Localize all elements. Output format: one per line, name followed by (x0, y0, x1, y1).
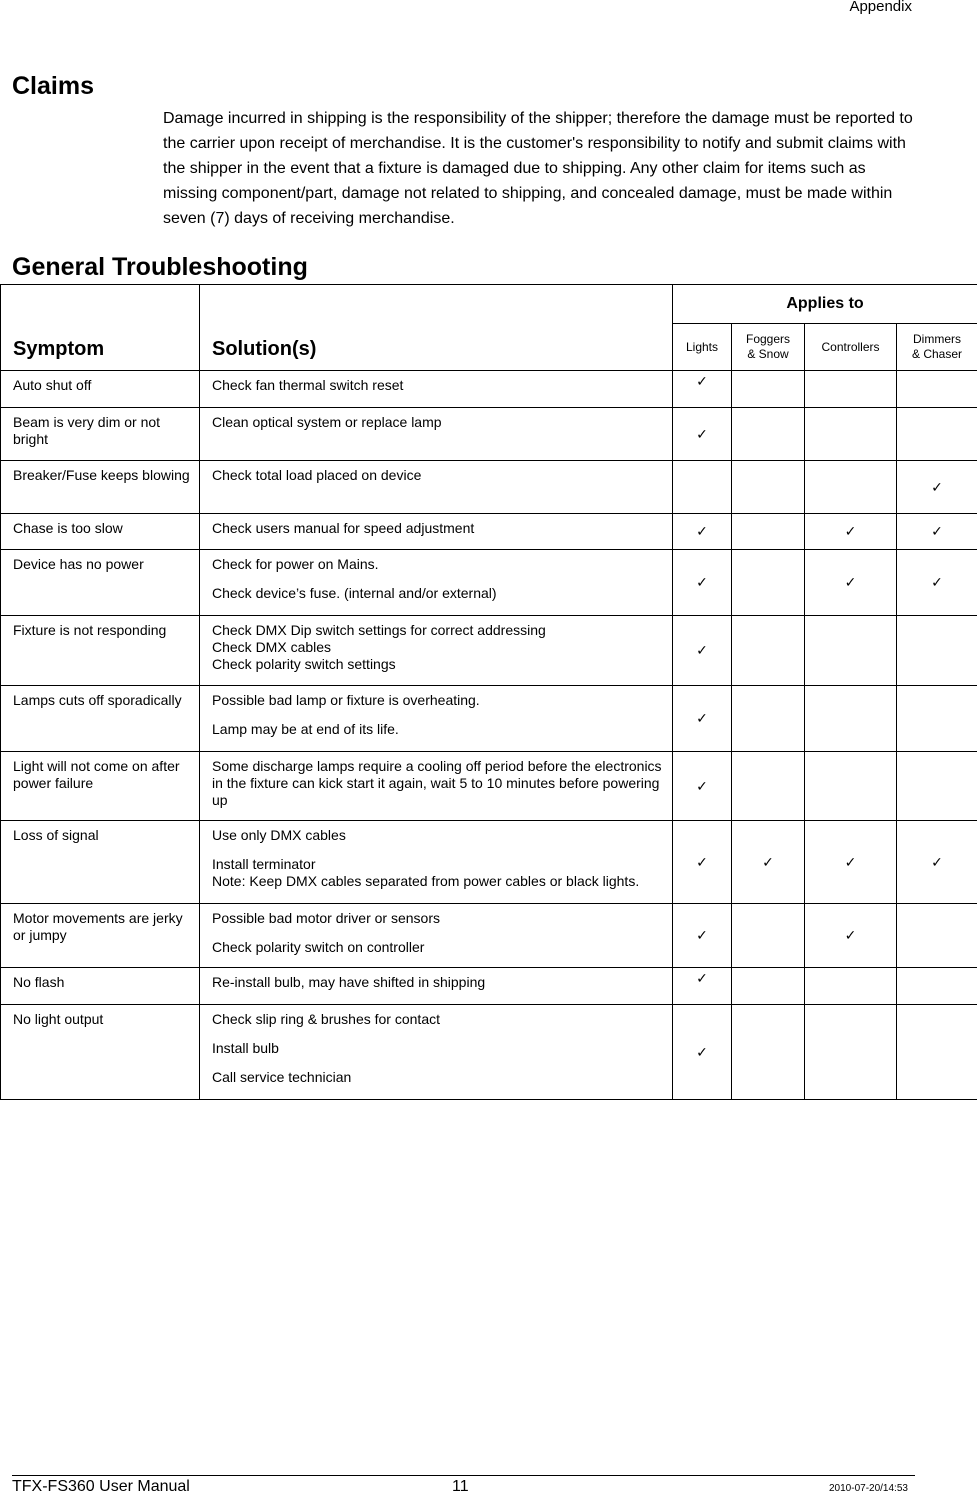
controllers-check: ✓ (805, 514, 897, 550)
table-row (1, 616, 977, 686)
solution-cell (200, 408, 673, 461)
foggers-label-line1: Foggers (732, 332, 804, 347)
dimmers-label-line1: Dimmers (897, 332, 977, 347)
dimmers-check-empty (897, 408, 977, 461)
dimmers-check: ✓ (897, 550, 977, 616)
solution-cell (200, 686, 673, 752)
table-row (1, 371, 977, 408)
dimmers-check-empty (897, 752, 977, 821)
dimmers-check-empty (897, 904, 977, 968)
solution-cell (200, 461, 673, 514)
dimmers-column-header (897, 324, 977, 371)
controllers-check-empty (805, 686, 897, 752)
dimmers-check: ✓ (897, 461, 977, 514)
lights-check: ✓ (673, 616, 732, 686)
dimmers-check-empty (897, 968, 977, 1005)
solution-cell (200, 752, 673, 821)
solution-cell (200, 968, 673, 1005)
foggers-check-empty (732, 514, 805, 550)
table-row (1, 904, 977, 968)
table-row (1, 968, 977, 1005)
table-row (1, 514, 977, 550)
symptom-cell: Chase is too slow (1, 514, 200, 550)
solution-line: Re-install bulb, may have shifted in shipping (212, 974, 664, 991)
foggers-check-empty (732, 968, 805, 1005)
footer-manual-title: TFX-FS360 User Manual (12, 1478, 190, 1496)
symptom-cell: Fixture is not responding (1, 616, 200, 686)
dimmers-check: ✓ (897, 514, 977, 550)
dimmers-label-line2: & Chaser (897, 347, 977, 362)
solution-line: Check polarity switch settings (212, 656, 664, 673)
solution-cell (200, 821, 673, 904)
lights-check: ✓ (673, 904, 732, 968)
foggers-check-empty (732, 408, 805, 461)
troubleshooting-table (0, 284, 977, 1100)
controllers-check-empty (805, 371, 897, 408)
controllers-check-empty (805, 408, 897, 461)
symptom-cell: Light will not come on after power failure (1, 752, 200, 821)
controllers-check-empty (805, 752, 897, 821)
footer-timestamp: 2010-07-20/14:53 (829, 1483, 908, 1494)
foggers-check-empty (732, 461, 805, 514)
symptom-column-header: Symptom (1, 285, 200, 371)
table-row (1, 821, 977, 904)
solution-line: Install terminator (212, 856, 664, 873)
solution-cell (200, 514, 673, 550)
solution-line: Check device’s fuse. (internal and/or external) (212, 585, 664, 602)
solution-line: Clean optical system or replace lamp (212, 414, 664, 431)
solution-line: Possible bad lamp or fixture is overheating. (212, 692, 664, 709)
lights-label: Lights (686, 340, 718, 354)
foggers-check: ✓ (732, 821, 805, 904)
solution-line: Check DMX Dip switch settings for correct addressing (212, 622, 664, 639)
lights-check: ✓ (673, 821, 732, 904)
symptom-cell: No flash (1, 968, 200, 1005)
solution-line: Note: Keep DMX cables separated from power cables or black lights. (212, 873, 664, 890)
lights-check: ✓ (673, 752, 732, 821)
lights-check: ✓ (673, 1005, 732, 1100)
symptom-cell: No light output (1, 1005, 200, 1100)
table-row (1, 408, 977, 461)
lights-check: ✓ (673, 686, 732, 752)
solution-line: Possible bad motor driver or sensors (212, 910, 664, 927)
solution-line: Check DMX cables (212, 639, 664, 656)
solution-column-header: Solution(s) (200, 285, 673, 371)
lights-check: ✓ (673, 514, 732, 550)
lights-column-header (673, 324, 732, 371)
foggers-check-empty (732, 686, 805, 752)
solution-line: Install bulb (212, 1040, 664, 1057)
footer-page-number: 11 (452, 1478, 469, 1496)
claims-heading: Claims (12, 72, 94, 101)
solution-line: Lamp may be at end of its life. (212, 721, 664, 738)
table-row (1, 686, 977, 752)
lights-check: ✓ (673, 408, 732, 461)
symptom-cell: Device has no power (1, 550, 200, 616)
table-row (1, 550, 977, 616)
table-row (1, 461, 977, 514)
solution-cell (200, 371, 673, 408)
lights-check-empty (673, 461, 732, 514)
foggers-column-header (732, 324, 805, 371)
claims-paragraph: Damage incurred in shipping is the responsibility of the shipper; therefore the damage must be reported to the carrier upon receipt of merchandise. It is the customer's responsibility to notify and submit claims with the shipper in the event that a fixture is damaged due to shipping. Any other claim for items such as missing component/part, damage not related to shipping, and concealed damage, must be made within seven (7) days of receiving merchandise. (163, 106, 923, 231)
controllers-column-header (805, 324, 897, 371)
foggers-label-line2: & Snow (732, 347, 804, 362)
solution-line: Check for power on Mains. (212, 556, 664, 573)
dimmers-check: ✓ (897, 821, 977, 904)
table-row (1, 752, 977, 821)
footer-divider (12, 1475, 915, 1476)
foggers-check-empty (732, 904, 805, 968)
solution-line: Check fan thermal switch reset (212, 377, 664, 394)
solution-cell (200, 1005, 673, 1100)
solution-line: Some discharge lamps require a cooling off period before the electronics in the fixture can kick start it again, wait 5 to 10 minutes before powering up (212, 758, 664, 809)
controllers-check-empty (805, 968, 897, 1005)
controllers-check: ✓ (805, 821, 897, 904)
symptom-cell: Lamps cuts off sporadically (1, 686, 200, 752)
controllers-label: Controllers (821, 340, 879, 354)
symptom-cell: Breaker/Fuse keeps blowing (1, 461, 200, 514)
controllers-check-empty (805, 461, 897, 514)
lights-check: ✓ (673, 371, 732, 408)
dimmers-check-empty (897, 686, 977, 752)
dimmers-check-empty (897, 616, 977, 686)
foggers-check-empty (732, 1005, 805, 1100)
solution-line: Check total load placed on device (212, 467, 664, 484)
dimmers-check-empty (897, 371, 977, 408)
controllers-check: ✓ (805, 904, 897, 968)
solution-cell (200, 904, 673, 968)
foggers-check-empty (732, 371, 805, 408)
dimmers-check-empty (897, 1005, 977, 1100)
symptom-cell: Motor movements are jerky or jumpy (1, 904, 200, 968)
troubleshooting-heading: General Troubleshooting (12, 253, 308, 282)
controllers-check-empty (805, 616, 897, 686)
foggers-check-empty (732, 752, 805, 821)
controllers-check: ✓ (805, 550, 897, 616)
solution-line: Check slip ring & brushes for contact (212, 1011, 664, 1028)
lights-check: ✓ (673, 968, 732, 1005)
lights-check: ✓ (673, 550, 732, 616)
controllers-check-empty (805, 1005, 897, 1100)
solution-line: Call service technician (212, 1069, 664, 1086)
solution-line: Use only DMX cables (212, 827, 664, 844)
solution-line: Check users manual for speed adjustment (212, 520, 664, 537)
solution-cell (200, 550, 673, 616)
symptom-cell: Loss of signal (1, 821, 200, 904)
solution-line: Check polarity switch on controller (212, 939, 664, 956)
solution-cell (200, 616, 673, 686)
foggers-check-empty (732, 550, 805, 616)
symptom-cell: Beam is very dim or not bright (1, 408, 200, 461)
foggers-check-empty (732, 616, 805, 686)
table-row (1, 1005, 977, 1100)
header-section-label: Appendix (849, 0, 912, 15)
applies-to-header: Applies to (673, 285, 977, 324)
symptom-cell: Auto shut off (1, 371, 200, 408)
